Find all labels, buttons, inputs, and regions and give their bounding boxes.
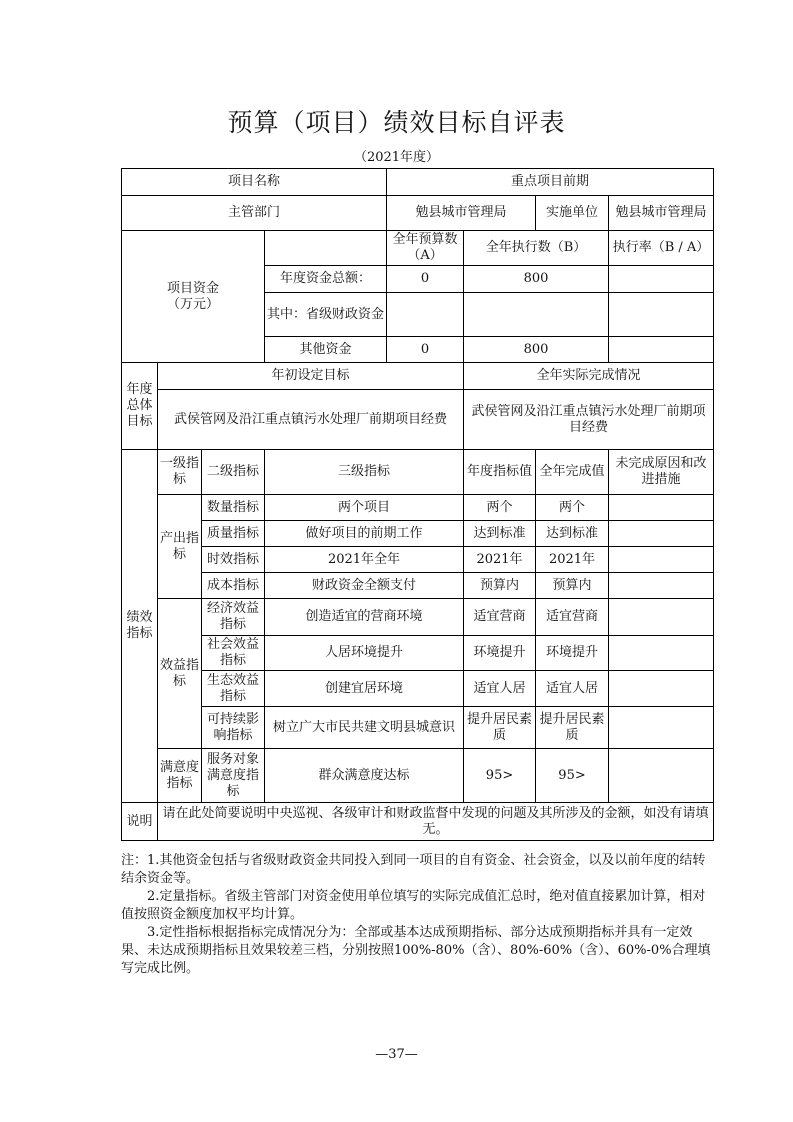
fund-row-budget: 0	[387, 337, 464, 363]
perf-level3: 树立广大市民共建文明县城意识	[265, 707, 464, 749]
perf-group-name: 效益指标	[158, 599, 202, 749]
perf-target: 95>	[464, 749, 536, 803]
impl-label: 实施单位	[536, 196, 609, 231]
perf-target: 2021年	[464, 547, 536, 573]
fund-col-budget: 全年预算数（A）	[387, 231, 464, 266]
fund-row-budget: 0	[387, 266, 464, 293]
perf-header-level1: 一级指标	[158, 450, 202, 495]
goal-plan-text: 武侯管网及沿江重点镇污水处理厂前期项目经费	[158, 390, 464, 450]
dept-value: 勉县城市管理局	[387, 196, 536, 231]
perf-reason	[609, 749, 714, 803]
year-label: （2021年度）	[353, 150, 440, 165]
perf-target: 适宜营商	[464, 599, 536, 636]
perf-header-actual: 全年完成值	[536, 450, 609, 495]
fund-row-label: 年度资金总额：	[265, 266, 387, 293]
perf-target: 适宜人居	[464, 671, 536, 707]
remark-text: 请在此处简要说明中央巡视、各级审计和财政监督中发现的问题及其所涉及的金额，如没有请填无。	[158, 803, 714, 841]
remark-label: 说明	[122, 803, 158, 841]
fund-row-exec	[464, 293, 609, 337]
perf-actual: 95>	[536, 749, 609, 803]
project-name-value: 重点项目前期	[387, 169, 714, 196]
perf-reason	[609, 707, 714, 749]
perf-level3: 人居环境提升	[265, 636, 464, 671]
perf-group-name: 产出指标	[158, 495, 202, 599]
fund-row-exec: 800	[464, 266, 609, 293]
perf-header-level2: 二级指标	[202, 450, 265, 495]
perf-level3: 创造适宜的营商环境	[265, 599, 464, 636]
note-3: 3.定性指标根据指标完成情况分为：全部或基本达成预期指标、部分达成预期指标并具有一定效果、未达成预期指标且效果较差三档，分别按照100%-80%（含）、80%-60%（含）、60%-0%合理填写完成比例。	[121, 925, 711, 976]
perf-reason	[609, 547, 714, 573]
perf-actual: 达到标准	[536, 521, 609, 547]
fund-row-exec: 800	[464, 337, 609, 363]
perf-label: 绩效指标	[122, 450, 158, 803]
fund-row-rate	[609, 266, 714, 293]
perf-actual: 提升居民素质	[536, 707, 609, 749]
perf-level2: 经济效益指标	[202, 599, 265, 636]
fund-header-blank	[265, 231, 387, 266]
fund-col-exec: 全年执行数（B）	[464, 231, 609, 266]
perf-reason	[609, 599, 714, 636]
perf-level2: 服务对象满意度指标	[202, 749, 265, 803]
perf-level2: 生态效益指标	[202, 671, 265, 707]
fund-row-label: 其中：省级财政资金	[265, 293, 387, 337]
perf-header-target: 年度指标值	[464, 450, 536, 495]
fund-label-line1: 项目资金	[166, 280, 219, 296]
perf-reason	[609, 521, 714, 547]
perf-actual: 2021年	[536, 547, 609, 573]
dept-label: 主管部门	[122, 196, 387, 231]
fund-col-rate: 执行率（B / A）	[609, 231, 714, 266]
perf-level3: 创建宜居环境	[265, 671, 464, 707]
impl-value: 勉县城市管理局	[609, 196, 714, 231]
perf-target: 环境提升	[464, 636, 536, 671]
perf-actual: 适宜人居	[536, 671, 609, 707]
perf-level2: 成本指标	[202, 573, 265, 599]
perf-reason	[609, 671, 714, 707]
goal-actual-header: 全年实际完成情况	[464, 363, 714, 390]
perf-target: 提升居民素质	[464, 707, 536, 749]
perf-target: 达到标准	[464, 521, 536, 547]
fund-label	[122, 231, 265, 363]
perf-actual: 预算内	[536, 573, 609, 599]
perf-reason	[609, 636, 714, 671]
perf-level3: 财政资金全额支付	[265, 573, 464, 599]
goal-actual-text: 武侯管网及沿江重点镇污水处理厂前期项目经费	[464, 390, 714, 450]
perf-reason	[609, 573, 714, 599]
perf-level2: 可持续影响指标	[202, 707, 265, 749]
project-name-label: 项目名称	[122, 169, 387, 196]
fund-row-rate	[609, 337, 714, 363]
perf-target: 两个	[464, 495, 536, 521]
perf-level3: 两个项目	[265, 495, 464, 521]
perf-group-name: 满意度指标	[158, 749, 202, 803]
perf-actual: 两个	[536, 495, 609, 521]
perf-level2: 时效指标	[202, 547, 265, 573]
perf-reason	[609, 495, 714, 521]
goal-plan-header: 年初设定目标	[158, 363, 464, 390]
notes	[121, 852, 713, 978]
perf-level3: 2021年全年	[265, 547, 464, 573]
perf-level2: 数量指标	[202, 495, 265, 521]
evaluation-table	[121, 168, 714, 841]
fund-row-rate	[609, 293, 714, 337]
perf-level3: 做好项目的前期工作	[265, 521, 464, 547]
perf-actual: 适宜营商	[536, 599, 609, 636]
fund-row-budget	[387, 293, 464, 337]
fund-label-line2: （万元）	[166, 296, 219, 312]
perf-header-reason: 未完成原因和改进措施	[609, 450, 714, 495]
perf-target: 预算内	[464, 573, 536, 599]
perf-level3: 群众满意度达标	[265, 749, 464, 803]
page-title: 预算（项目）绩效目标自评表	[227, 108, 566, 137]
perf-header-level3: 三级指标	[265, 450, 464, 495]
goal-label: 年度总体目标	[122, 363, 158, 450]
note-1: 注：1.其他资金包括与省级财政资金共同投入到同一项目的自有资金、社会资金，以及以前年度的结转结余资金等。	[121, 853, 706, 886]
perf-level2: 质量指标	[202, 521, 265, 547]
fund-row-label: 其他资金	[265, 337, 387, 363]
page-number: —37—	[375, 1047, 418, 1062]
note-2: 2.定量指标。省级主管部门对资金使用单位填写的实际完成值汇总时，绝对值直接累加计算，相对值按照资金额度加权平均计算。	[121, 889, 706, 922]
perf-actual: 环境提升	[536, 636, 609, 671]
perf-level2: 社会效益指标	[202, 636, 265, 671]
